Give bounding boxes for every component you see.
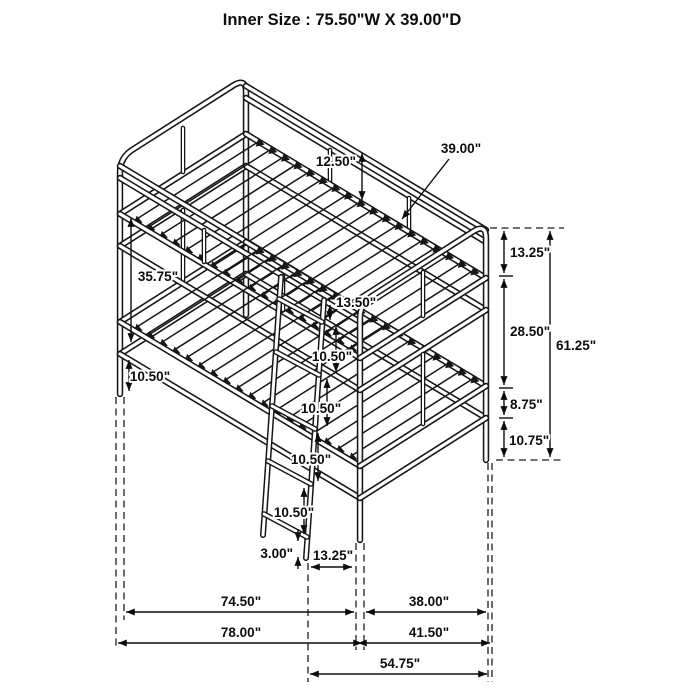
dim-label-bunk-spacing: 35.75" <box>137 269 179 284</box>
dim-label-inner-depth-floor: 38.00" <box>408 594 450 609</box>
dim-label-rung-gap-2: 10.50" <box>300 401 342 416</box>
leader-inner-depth <box>402 159 449 219</box>
dim-label-rung-gap-4: 10.50" <box>273 505 315 520</box>
dim-label-ladder-foot: 3.00" <box>260 546 293 561</box>
dim-label-ladder-to-front-leg: 13.25" <box>312 548 354 563</box>
dim-label-side-rail-height: 8.75" <box>510 397 543 412</box>
dim-label-front-clearance: 10.50" <box>129 369 171 384</box>
frame-line <box>120 322 360 466</box>
page-title: Inner Size : 75.50"W X 39.00"D <box>222 11 462 29</box>
dim-label-rung-gap-1: 10.50" <box>311 349 353 364</box>
dim-label-ladder-top-gap: 13.50" <box>336 295 377 310</box>
bunk-bed-wireframe <box>120 83 486 558</box>
dim-label-guard-height: 12.50" <box>315 154 356 169</box>
dim-label-ladder-to-rear-leg: 54.75" <box>379 656 421 671</box>
dim-label-inner-depth: 39.00" <box>440 141 482 156</box>
dim-label-rear-clearance: 10.75" <box>509 433 550 448</box>
dim-label-deck-to-deck: 28.50" <box>510 324 551 339</box>
dim-label-overall-depth: 41.50" <box>408 625 450 640</box>
dim-label-overall-width: 78.00" <box>220 625 262 640</box>
dim-label-post-above-deck: 13.25" <box>510 245 551 260</box>
dim-label-rung-gap-3: 10.50" <box>290 452 332 467</box>
frame-line <box>347 378 473 458</box>
dim-label-inner-width-floor: 74.50" <box>220 594 262 609</box>
frame-line <box>360 418 486 498</box>
dim-label-overall-height: 61.25" <box>556 338 597 353</box>
